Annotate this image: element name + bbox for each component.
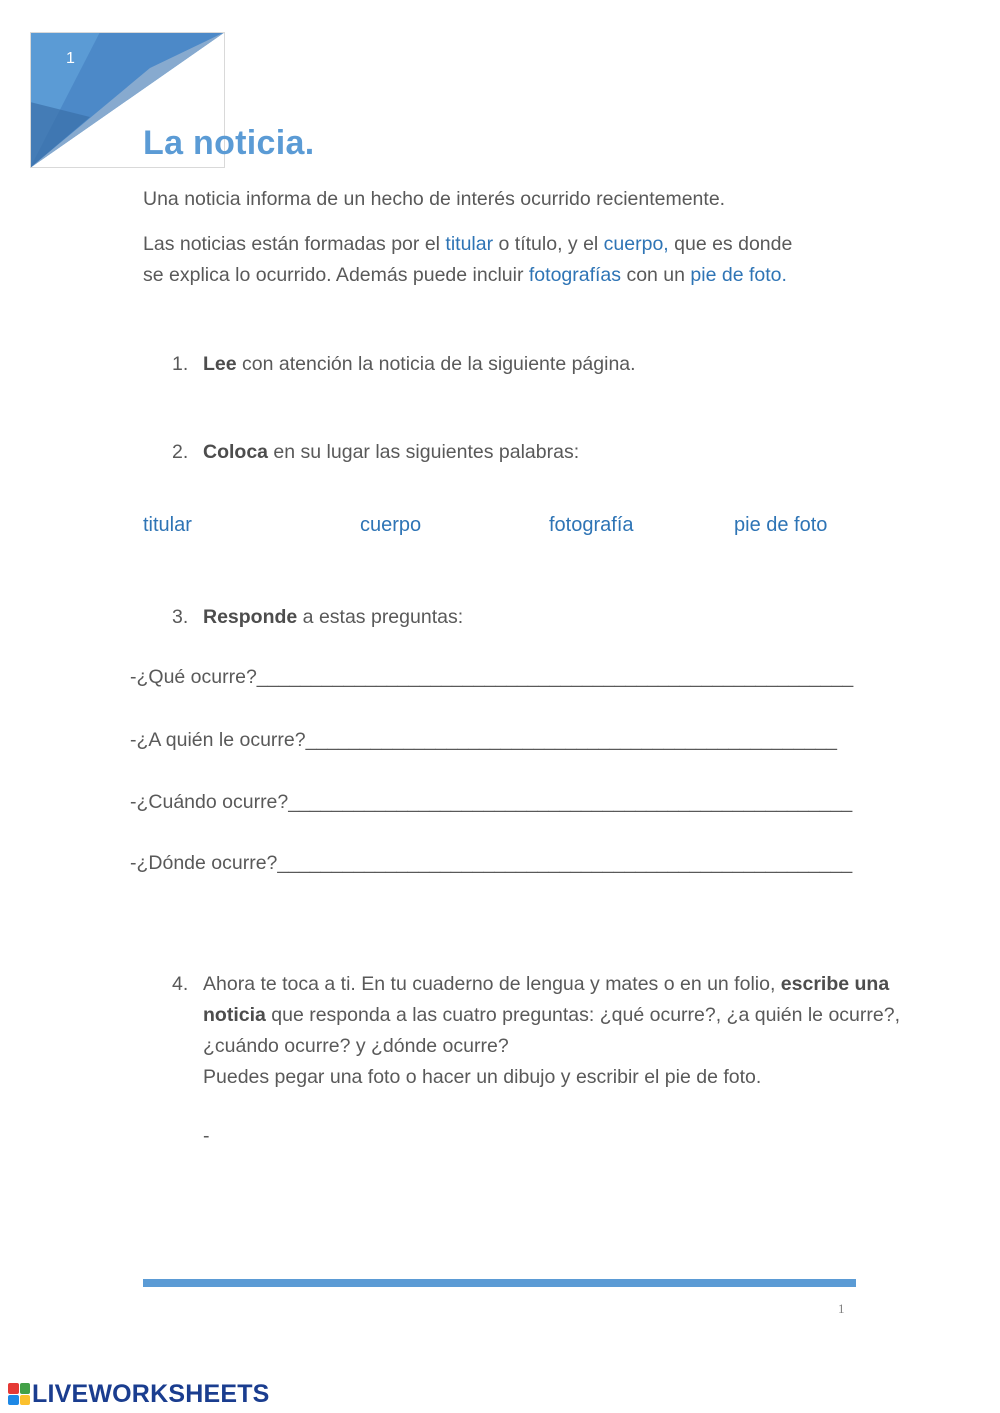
footer-rule [143,1279,856,1287]
liveworksheets-logo-icon [8,1383,30,1405]
term-titular: titular [445,233,494,255]
instruction-verb: Lee [203,353,237,375]
instruction-text: con atención la noticia de la siguiente página. [236,353,636,375]
instruction-verb: Responde [203,606,298,628]
explanation-text: con un [621,264,691,286]
explanation-text: o título, y el [493,233,604,255]
word-cuerpo[interactable]: cuerpo [360,514,422,536]
instruction-text: Ahora te toca a ti. En tu cuaderno de lengua y mates o en un folio, [203,973,781,995]
list-number: 1. [172,353,189,375]
header-page-number: 1 [66,50,75,67]
instruction-2 [172,437,579,468]
instruction-text: a estas preguntas: [297,606,464,628]
list-number: 2. [172,441,189,463]
word-fotografia[interactable]: fotografía [549,514,634,536]
explanation-text: se explica lo ocurrido. Además puede incluir [143,264,529,286]
instruction-verb: Coloca [203,441,269,463]
instruction-verb: escribe una noticia [203,973,890,1026]
intro-paragraph: Una noticia informa de un hecho de interés ocurrido recientemente. [143,188,726,210]
answer-dash: - [203,1125,210,1147]
term-fotografias: fotografías [528,264,622,286]
explanation-text: que es donde [668,233,793,255]
question-cuando[interactable]: -¿Cuándo ocurre?____________________________________________________ [130,791,853,813]
explanation-text: Las noticias están formadas por el [143,233,446,255]
list-number: 3. [172,606,189,628]
instruction-text: en su lugar las siguientes palabras: [268,441,580,463]
instruction-text: que responda a las cuatro preguntas: ¿qué ocurre?, ¿a quién le ocurre?, ¿cuándo ocurre? y ¿dónde ocurre? [203,1004,900,1057]
list-number: 4. [172,973,189,995]
term-cuerpo: cuerpo, [603,233,669,255]
instruction-1 [172,349,636,380]
term-pie-de-foto: pie de foto. [690,264,787,286]
question-quien[interactable]: -¿A quién le ocurre?_________________________________________________ [130,729,837,751]
instruction-4-body [203,969,917,1093]
word-titular[interactable]: titular [143,514,192,536]
liveworksheets-logo [8,1380,270,1408]
question-que[interactable]: -¿Qué ocurre?_______________________________________________________ [130,666,854,688]
instruction-3 [172,602,463,633]
logo-text: LIVEWORKSHEETS [32,1379,270,1408]
question-donde[interactable]: -¿Dónde ocurre?_____________________________________________________ [130,852,853,874]
word-pie-de-foto[interactable]: pie de foto [734,514,828,536]
footer-page-number: 1 [838,1301,845,1316]
instruction-text: Puedes pegar una foto o hacer un dibujo y escribir el pie de foto. [203,1066,762,1088]
page-title: La noticia. [143,124,315,162]
explanation-paragraph [143,229,883,291]
instruction-4 [172,969,917,1093]
